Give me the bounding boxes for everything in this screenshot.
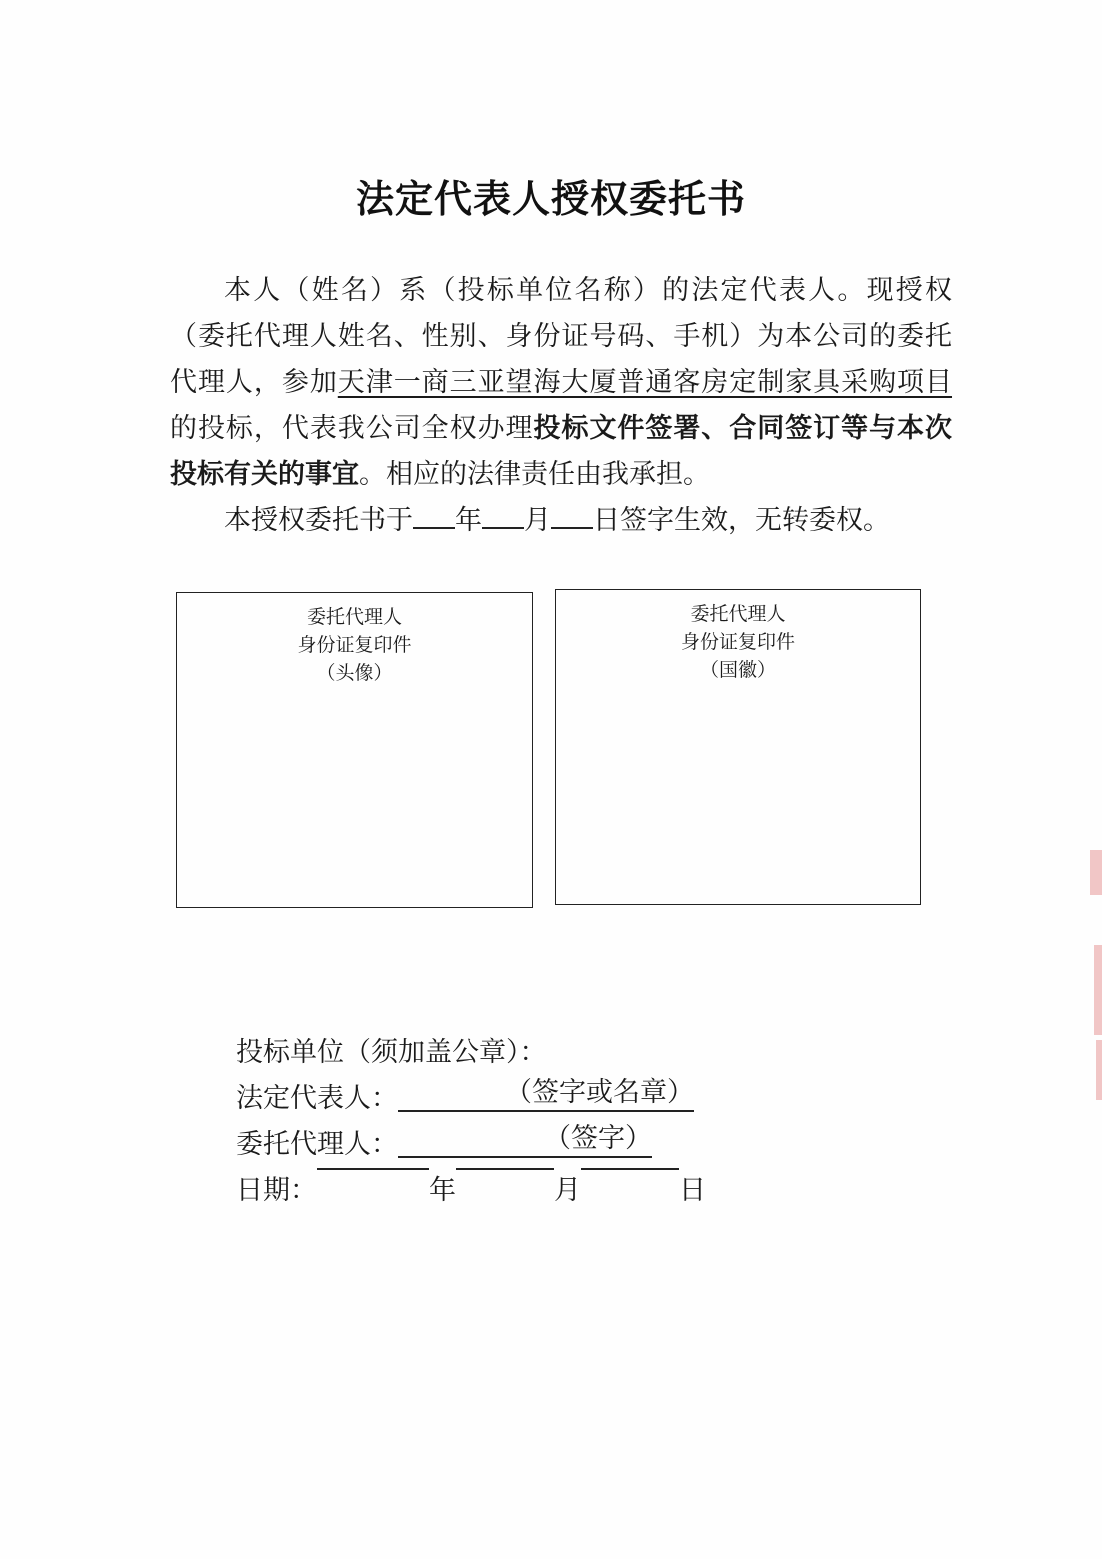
date-year-line[interactable]: [317, 1168, 429, 1170]
date-day-label: 日: [679, 1175, 706, 1206]
box-label-line: 身份证复印件: [297, 634, 412, 656]
id-copy-front-label: [177, 603, 532, 687]
bidder-row: [236, 1030, 706, 1076]
day-suffix: 日签字生效，无转委权。: [593, 505, 890, 536]
paragraph-text-3: 。相应的法律责任由我承担。: [359, 459, 710, 490]
authorization-paragraph: [170, 268, 952, 498]
date-month-line[interactable]: [456, 1168, 554, 1170]
legal-rep-row: [236, 1076, 706, 1122]
date-label: 日期：: [236, 1175, 317, 1206]
day-blank[interactable]: [551, 503, 593, 529]
paragraph-text-2: 的投标，代表我公司全权办理: [170, 413, 534, 444]
id-copy-back-box: [555, 589, 921, 905]
seal-edge-mark: [1096, 1040, 1102, 1100]
date-day-line[interactable]: [581, 1168, 679, 1170]
paragraph-text-1: 本人（姓名）系（投标单位名称）的法定代表人。现授权（委托代理人姓名、性别、身份证号码、手机）为本公司的委托代理人，参加: [170, 275, 952, 398]
id-copy-front-box: [176, 592, 533, 908]
box-label-line: 身份证复印件: [680, 631, 795, 653]
box-label-line: 委托代理人: [306, 606, 402, 628]
box-label-line: （头像）: [316, 662, 393, 684]
project-name: 天津一商三亚望海大厦普通客房定制家具采购项目: [337, 367, 953, 398]
authorized-matters: 投标文件签署、合同签订等与本次投标有关的事宜: [170, 413, 953, 490]
signature-block: [236, 1030, 706, 1214]
effective-prefix: 本授权委托书于: [224, 505, 413, 536]
seal-edge-mark: [1090, 850, 1102, 895]
month-blank[interactable]: [482, 503, 524, 529]
box-label-line: （国徽）: [699, 659, 776, 681]
date-year-label: 年: [429, 1175, 456, 1206]
document-title: 法定代表人授权委托书: [355, 177, 746, 221]
agent-row: [236, 1122, 706, 1168]
year-blank[interactable]: [413, 503, 455, 529]
agent-signature-line[interactable]: [398, 1122, 652, 1158]
legal-rep-label: 法定代表人：: [236, 1083, 398, 1114]
effective-date-paragraph: [170, 498, 952, 544]
seal-edge-mark: [1094, 945, 1102, 1035]
legal-rep-hint: （签字或名章）: [505, 1077, 694, 1108]
date-row: [236, 1168, 706, 1214]
year-label: 年: [455, 505, 482, 536]
authorization-body: [170, 268, 952, 544]
box-label-line: 委托代理人: [690, 603, 786, 625]
legal-rep-signature-line[interactable]: [398, 1076, 694, 1112]
id-copy-back-label: [556, 600, 920, 684]
month-label: 月: [524, 505, 551, 536]
agent-label: 委托代理人：: [236, 1129, 398, 1160]
agent-hint: （签字）: [544, 1123, 652, 1154]
bidder-label: 投标单位（须加盖公章）：: [236, 1037, 547, 1068]
date-month-label: 月: [554, 1175, 581, 1206]
